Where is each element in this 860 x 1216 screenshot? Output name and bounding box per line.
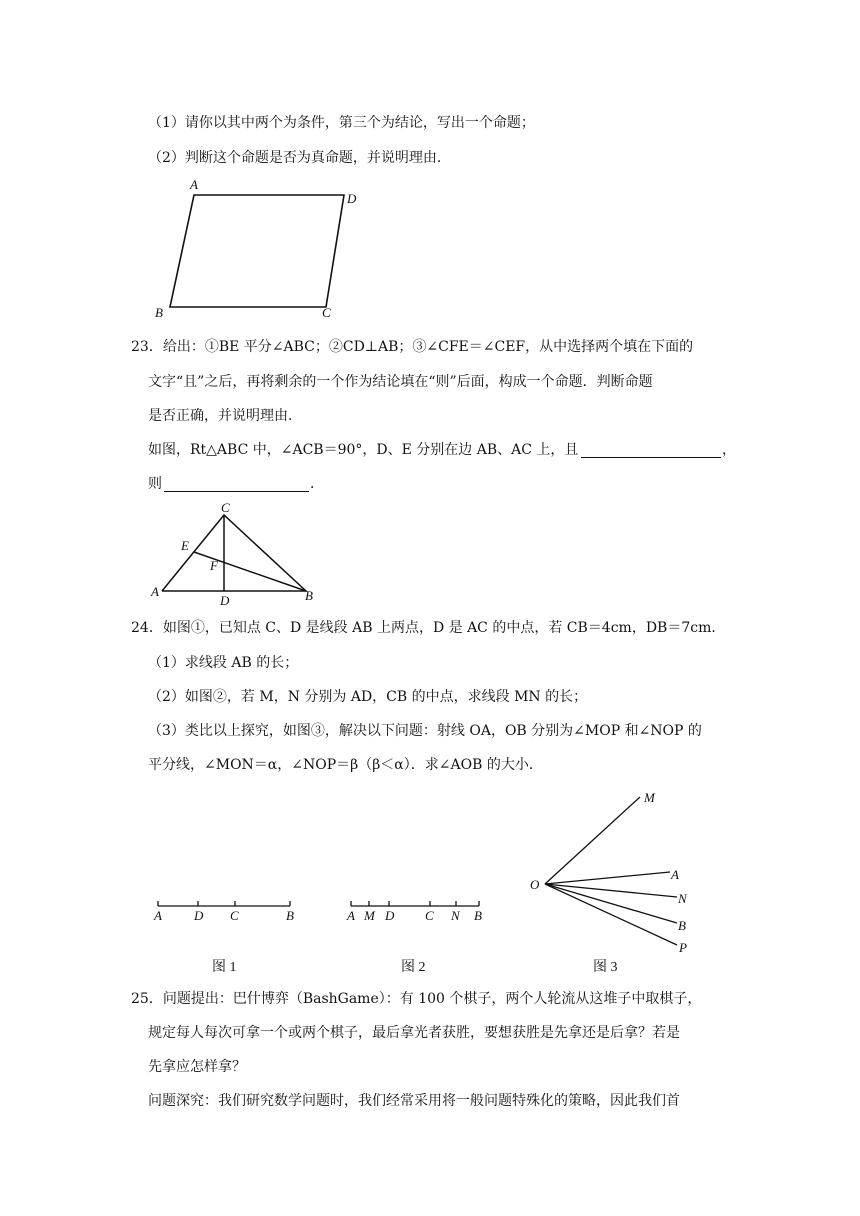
q23-line1: 23．给出：①BE 平分∠ABC；②CD⊥AB；③∠CFE＝∠CEF，从中选择两个填在下面的 bbox=[131, 339, 694, 355]
fig22-label-c: C bbox=[322, 305, 331, 320]
fig23-label-e: E bbox=[181, 538, 189, 553]
fig3-label-m: M bbox=[644, 790, 655, 805]
q24-line1: 24．如图①，已知点 C、D 是线段 AB 上两点，D 是 AC 的中点，若 CB＝4cm，DB＝7cm． bbox=[131, 620, 726, 636]
fig23-label-d: D bbox=[220, 593, 230, 608]
q24-part1: （1）求线段 AB 的长； bbox=[148, 655, 299, 671]
q23-blank-conclusion[interactable] bbox=[164, 491, 309, 492]
q23-blank-condition[interactable] bbox=[581, 457, 721, 458]
fig3-label-n: N bbox=[678, 891, 687, 906]
fig23-label-b: B bbox=[305, 588, 313, 603]
q22-part1: （1）请你以其中两个为条件，第三个为结论，写出一个命题； bbox=[148, 115, 535, 131]
q23-comma: ， bbox=[722, 442, 736, 458]
fig2-caption: 图 2 bbox=[401, 960, 426, 975]
q25-line1: 25．问题提出：巴什博弈（BashGame）：有 100 个棋子，两个人轮流从这堆子中取棋子， bbox=[131, 991, 702, 1007]
segment-figure-1 bbox=[150, 890, 310, 980]
fig22-label-b: B bbox=[155, 305, 163, 320]
q25-line2: 规定每人每次可拿一个或两个棋子，最后拿光者获胜，要想获胜是先拿还是后拿？若是 bbox=[148, 1025, 680, 1041]
q23-line2: 文字“且”之后，再将剩余的一个作为结论填在“则”后面，构成一个命题．判断命题 bbox=[148, 374, 653, 390]
fig22-label-a: A bbox=[190, 177, 198, 192]
q24-part3-line2: 平分线，∠MON＝α，∠NOP＝β（β＜α）．求∠AOB 的大小． bbox=[148, 757, 543, 773]
fig3-label-b: B bbox=[678, 918, 686, 933]
q24-part3-line1: （3）类比以上探究，如图③，解决以下问题：射线 OA，OB 分别为∠MOP 和∠NOP 的 bbox=[148, 723, 702, 739]
fig1-caption: 图 1 bbox=[212, 960, 237, 975]
fig1-label-c: C bbox=[230, 908, 239, 923]
fig1-label-b: B bbox=[286, 908, 294, 923]
fig3-label-p: P bbox=[679, 940, 687, 955]
fig3-caption: 图 3 bbox=[593, 960, 618, 975]
q23-line4: 如图，Rt△ABC 中，∠ACB＝90°，D、E 分别在边 AB、AC 上，且 bbox=[148, 442, 579, 458]
fig3-label-o: O bbox=[530, 877, 540, 892]
fig2-label-a: A bbox=[347, 908, 355, 923]
fig2-label-n: N bbox=[451, 908, 460, 923]
q25-line4: 问题深究：我们研究数学问题时，我们经常采用将一般问题特殊化的策略，因此我们首 bbox=[148, 1093, 680, 1109]
fig3-label-a: A bbox=[671, 867, 679, 882]
q24-part2: （2）如图②，若 M，N 分别为 AD，CB 的中点，求线段 MN 的长； bbox=[148, 689, 588, 705]
fig2-label-d: D bbox=[385, 908, 395, 923]
q23-line3: 是否正确，并说明理由． bbox=[148, 408, 302, 424]
fig23-label-a: A bbox=[151, 584, 159, 599]
q23-then: 则 bbox=[148, 476, 162, 492]
right-triangle-figure bbox=[148, 500, 323, 610]
fig2-label-c: C bbox=[425, 908, 434, 923]
fig1-label-d: D bbox=[194, 908, 204, 923]
segment-figure-2 bbox=[343, 890, 493, 980]
q22-part2: （2）判断这个命题是否为真命题，并说明理由. bbox=[148, 150, 442, 166]
fig2-label-b: B bbox=[474, 908, 482, 923]
fig2-label-m: M bbox=[364, 908, 375, 923]
fig23-label-f: F bbox=[210, 558, 218, 573]
fig22-label-d: D bbox=[347, 191, 357, 206]
q25-line3: 先拿应怎样拿？ bbox=[148, 1059, 246, 1075]
fig1-label-a: A bbox=[154, 908, 162, 923]
parallelogram-figure bbox=[150, 175, 360, 320]
fig23-label-c: C bbox=[221, 500, 230, 515]
q23-period: ． bbox=[310, 476, 324, 492]
angle-rays-figure-3 bbox=[525, 785, 705, 975]
